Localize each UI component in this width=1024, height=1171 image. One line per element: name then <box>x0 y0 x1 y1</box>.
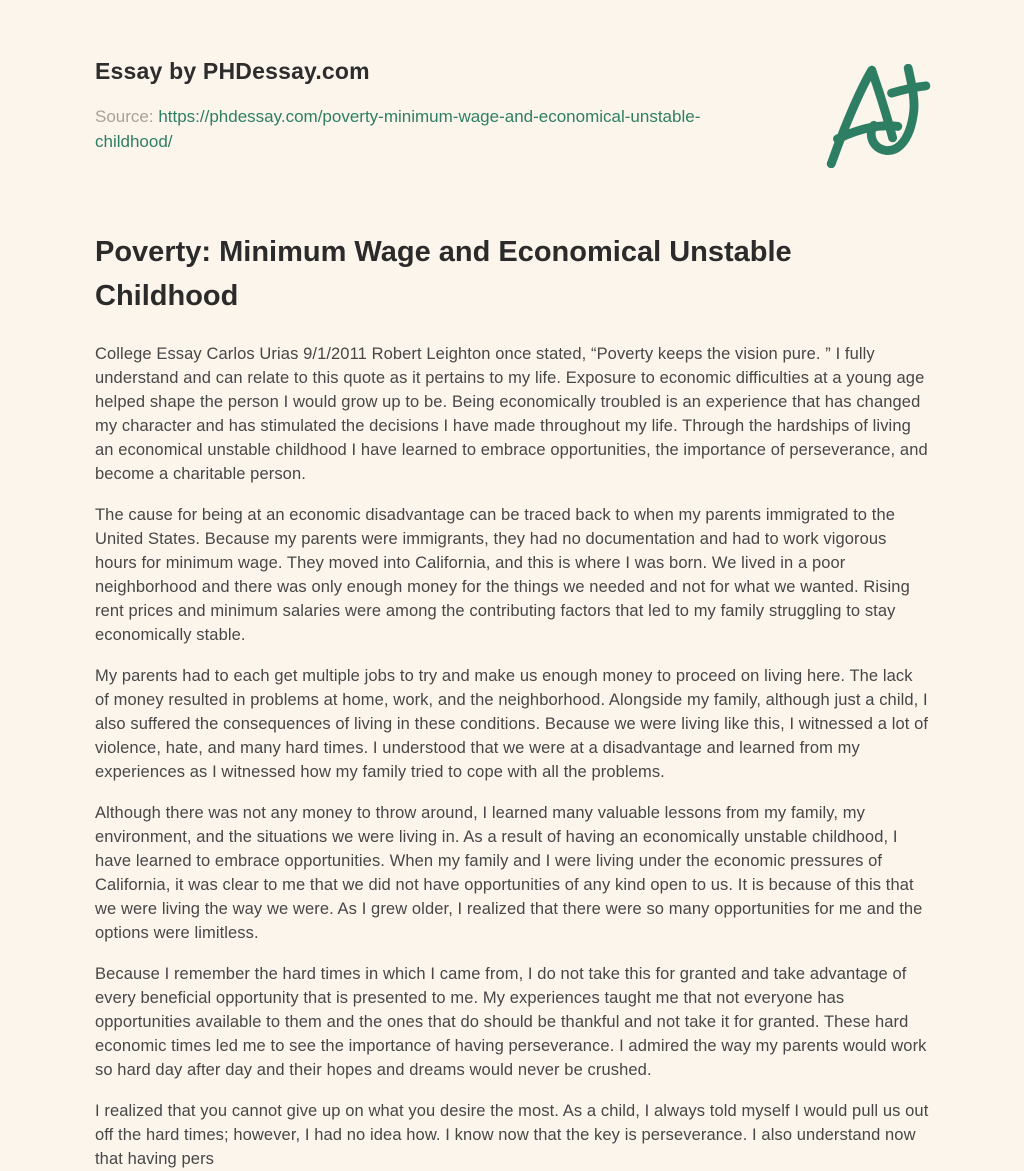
essay-paragraph: College Essay Carlos Urias 9/1/2011 Robert Leighton once stated, “Poverty keeps the vision pure. ” I fully understand and can relate to this quote as it pertains to my life. Exposure to economic difficulties at a young age helped shape the person I would grow up to be. Being economically troubled is an experience that has changed my character and has stimulated the decisions I have made throughout my life. Through the hardships of living an economical unstable childhood I have learned to embrace opportunities, the importance of perseverance, and become a charitable person. <box>95 345 928 483</box>
brand-title: Essay by PHDessay.com <box>95 58 370 84</box>
source-url-link[interactable]: https://phdessay.com/poverty-minimum-wage-and-economical-unstable-childhood/ <box>95 107 701 151</box>
essay-paragraph: Because I remember the hard times in which I came from, I do not take this for granted and take advantage of every beneficial opportunity that is presented to me. My experiences taught me that not everyone has opportunities available to them and the ones that do should be thankful and not take it for granted. These hard economic times led me to see the importance of having perseverance. I admired the way my parents would work so hard day after day and their hopes and dreams would never be crushed. <box>95 965 927 1079</box>
phdessay-a-plus-logo <box>821 64 933 168</box>
essay-paragraph: The cause for being at an economic disadvantage can be traced back to when my parents immigrated to the United States. Because my parents were immigrants, they had no documentation and had to work vigorous hours for minimum wage. They moved into California, and this is where I was born. We lived in a poor neighborhood and there was only enough money for the things we needed and not for what we wanted. Rising rent prices and minimum salaries were among the contributing factors that led to my family struggling to stay economically stable. <box>95 506 910 644</box>
essay-paragraph: Although there was not any money to throw around, I learned many valuable lessons from my family, my environment, and the situations we were living in. As a result of having an economically unstable childhood, I have learned to embrace opportunities. When my family and I were living under the economic pressures of California, it was clear to me that we did not have opportunities of any kind open to us. It is because of this that we were living the way we were. As I grew older, I realized that there were so many opportunities for me and the options were limitless. <box>95 804 923 942</box>
essay-paragraph: My parents had to each get multiple jobs to try and make us enough money to proceed on living here. The lack of money resulted in problems at home, work, and the neighborhood. Alongside my family, although just a child, I also suffered the consequences of living in these conditions. Because we were living like this, I witnessed a lot of violence, hate, and many hard times. I understood that we were at a disadvantage and learned from my experiences as I witnessed how my family tried to cope with all the problems. <box>95 667 929 781</box>
source-line <box>95 104 723 154</box>
essay-body <box>95 342 929 1171</box>
a-plus-icon <box>821 155 933 172</box>
page-header <box>95 58 929 154</box>
source-label: Source: <box>95 107 154 126</box>
essay-title: Poverty: Minimum Wage and Economical Unstable Childhood <box>95 236 792 312</box>
essay-paragraph: I realized that you cannot give up on what you desire the most. As a child, I always told myself I would pull us out off the hard times; however, I had no idea how. I know now that the key is perseverance. I also understand now that having pers <box>95 1102 929 1168</box>
